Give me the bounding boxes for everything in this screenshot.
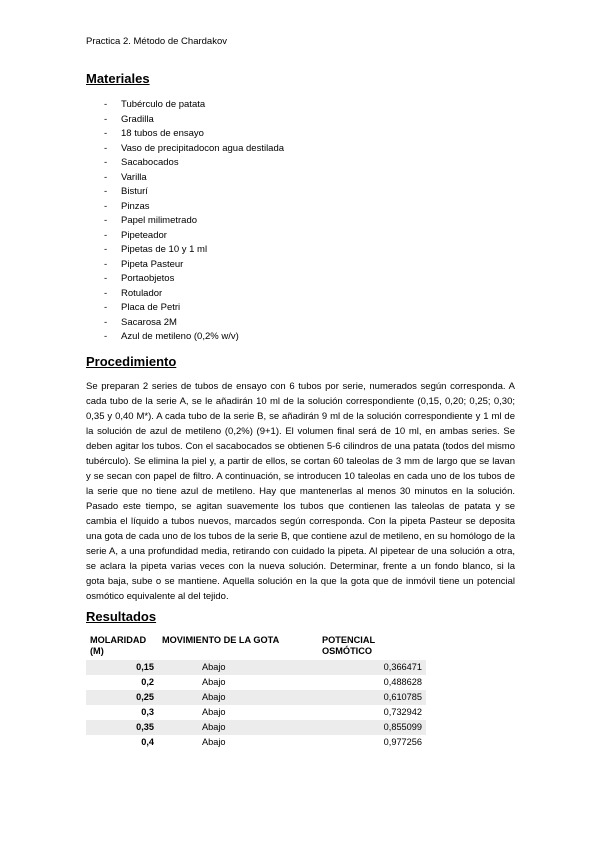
- bullet-dash: -: [104, 229, 108, 241]
- material-label: Portaobjetos: [121, 273, 175, 284]
- cell-potential: 0,977256: [383, 737, 422, 747]
- list-item: [104, 243, 284, 258]
- material-label: Pipeteador: [121, 229, 167, 241]
- bullet-dash: -: [104, 142, 108, 154]
- cell-molarity: 0,4: [141, 737, 154, 747]
- bullet-dash: -: [104, 273, 108, 284]
- cell-molarity: 0,15: [86, 660, 158, 676]
- bullet-dash: -: [104, 302, 108, 313]
- results-heading: Resultados: [86, 609, 157, 624]
- bullet-dash: -: [104, 186, 108, 197]
- table-row: [86, 675, 426, 690]
- cell-potential: 0,732942: [383, 707, 422, 717]
- list-item: [104, 316, 284, 331]
- material-label: Bisturí: [121, 186, 148, 197]
- column-header-movement: MOVIMIENTO DE LA GOTA: [158, 633, 318, 660]
- material-label: Pinzas: [121, 200, 150, 212]
- list-item: [104, 113, 284, 128]
- cell-potential: 0,610785: [318, 690, 426, 705]
- list-item: [104, 214, 284, 229]
- material-label: Gradilla: [121, 113, 154, 125]
- bullet-dash: -: [104, 99, 108, 110]
- bullet-dash: -: [104, 128, 108, 139]
- cell-molarity: 0,3: [141, 707, 154, 717]
- table-row: [86, 720, 426, 735]
- cell-movement: Abajo: [158, 690, 318, 705]
- materials-list: [104, 98, 284, 345]
- column-header-potential: POTENCIAL OSMÓTICO: [318, 633, 426, 660]
- list-item: [104, 287, 284, 302]
- list-item: [104, 171, 284, 186]
- material-label: Pipeta Pasteur: [121, 258, 184, 270]
- bullet-dash: -: [104, 287, 108, 299]
- material-label: Sacabocados: [121, 157, 179, 168]
- bullet-dash: -: [104, 244, 108, 255]
- list-item: [104, 185, 284, 200]
- table-row: [86, 735, 426, 750]
- cell-potential: 0,366471: [318, 660, 426, 676]
- table-header-row: [86, 633, 426, 660]
- material-label: Placa de Petri: [121, 302, 181, 313]
- list-item: [104, 200, 284, 215]
- cell-molarity: 0,35: [86, 720, 158, 735]
- bullet-dash: -: [104, 258, 108, 270]
- bullet-dash: -: [104, 171, 108, 183]
- cell-molarity: 0,25: [86, 690, 158, 705]
- table-row: [86, 690, 426, 705]
- list-item: [104, 156, 284, 171]
- materials-heading: Materiales: [86, 71, 150, 86]
- material-label: Tubérculo de patata: [121, 99, 206, 110]
- results-table: [86, 633, 426, 750]
- list-item: [104, 127, 284, 142]
- material-label: 18 tubos de ensayo: [121, 128, 204, 139]
- bullet-dash: -: [104, 316, 108, 328]
- material-label: Rotulador: [121, 287, 163, 299]
- material-label: Pipetas de 10 y 1 ml: [121, 244, 208, 255]
- cell-molarity: 0,2: [141, 677, 154, 687]
- bullet-dash: -: [104, 331, 108, 342]
- material-label: Varilla: [121, 171, 147, 183]
- column-header-molarity: MOLARIDAD (M): [86, 633, 158, 660]
- bullet-dash: -: [104, 157, 108, 168]
- procedure-heading: Procedimiento: [86, 354, 177, 369]
- list-item: [104, 98, 284, 113]
- list-item: [104, 258, 284, 273]
- material-label: Azul de metileno (0,2% w/v): [121, 331, 239, 342]
- cell-movement: Abajo: [202, 677, 226, 687]
- list-item: [104, 330, 284, 345]
- table-row: [86, 705, 426, 720]
- list-item: [104, 229, 284, 244]
- cell-movement: Abajo: [158, 720, 318, 735]
- bullet-dash: -: [104, 200, 108, 212]
- material-label: Papel milimetrado: [121, 215, 198, 226]
- cell-movement: Abajo: [202, 737, 226, 747]
- cell-movement: Abajo: [202, 707, 226, 717]
- list-item: [104, 142, 284, 157]
- table-row: [86, 660, 426, 676]
- material-label: Vaso de precipitadocon agua destilada: [121, 142, 285, 154]
- material-label: Sacarosa 2M: [121, 316, 177, 328]
- cell-movement: Abajo: [158, 660, 318, 676]
- cell-potential: 0,855099: [318, 720, 426, 735]
- list-item: [104, 272, 284, 287]
- procedure-text: Se preparan 2 series de tubos de ensayo con 6 tubos por serie, numerados según corresponda. A cada tubo de la serie A, se le añadirán 10 ml de la solución correspondiente (0,15, 0,20; 0,25; 0,30; 0,35 y 0,40 M*). A cada tubo de la serie B, se añadirán 9 ml de la solución correspondiente y 1 ml de la solución de azul de metileno (0,2%) (9+1). El volumen final será de 10 ml, en ambas series. Se deben agitar los tubos. Con el sacabocados se obtienen 5-6 cilindros de una patata (todos del mismo tubérculo). Se elimina la piel y, a partir de ellos, se cortan 60 taleolas de 3 mm de largo que se lavan y se secan con papel de filtro. A continuación, se introducen 10 taleolas en cada uno de los tubos de la serie que no tiene azul de metileno. Hay que mantenerlas al menos 30 minutos en la solución. Pasado este tiempo, se agitan suavemente los tubos que contienen las taleolas de patata y se cambia el líquido a tubos nuevos, marcados según corresponda. Con la pipeta Pasteur se deposita una gota de cada uno de los tubos de la serie B, que contiene azul de metileno, en su homólogo de la serie A, a una profundidad media, retirando con cuidado la pipeta. Al pipetear de una solución a otra, se aclara la pipeta varias veces con la nueva solución. Determinar, frente a un fondo blanco, si la gota baja, sube o se mantiene. Aquella solución en la que la gota que de inmóvil tiene un potencial osmótico equivalente al del tejido.: [86, 381, 515, 602]
- bullet-dash: -: [104, 113, 108, 125]
- list-item: [104, 301, 284, 316]
- page-header: Practica 2. Método de Chardakov: [86, 36, 227, 47]
- cell-potential: 0,488628: [383, 677, 422, 687]
- bullet-dash: -: [104, 215, 108, 226]
